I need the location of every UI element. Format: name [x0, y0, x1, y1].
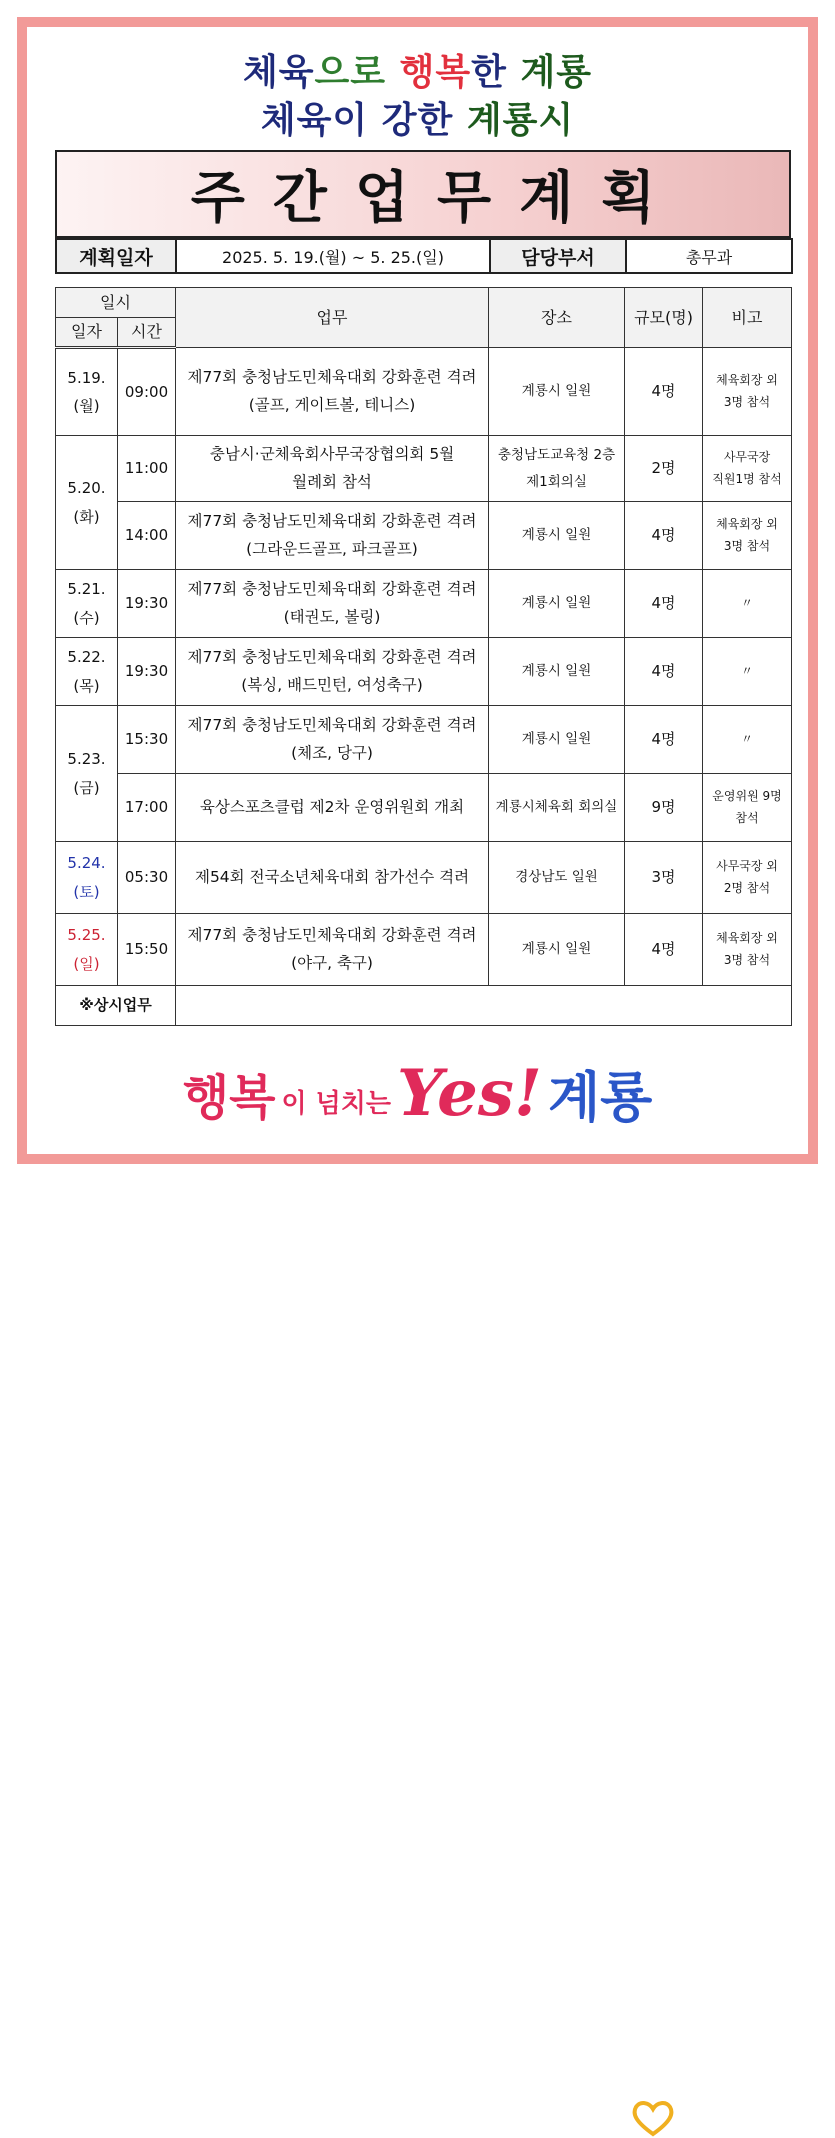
schedule-place [489, 436, 625, 502]
note-line-1: 〃 [741, 663, 754, 678]
date-day: 5.24. [67, 854, 106, 872]
time-value: 14:00 [124, 526, 169, 545]
schedule-size [625, 914, 703, 986]
header-time: 시간 [118, 318, 176, 348]
schedule-note [703, 638, 792, 706]
dept-label: 담당부서 [490, 239, 626, 273]
note-line-2: 3명 참석 [723, 394, 771, 409]
size-value: 4명 [651, 594, 676, 613]
schedule-size [625, 502, 703, 570]
date-weekday: (월) [73, 397, 100, 415]
place-line-1: 계룡시 일원 [521, 941, 592, 957]
schedule-size [625, 706, 703, 774]
task-line-2: 월례회 참석 [292, 472, 372, 491]
schedule-date [56, 570, 118, 638]
dept-value: 총무과 [626, 239, 792, 273]
schedule-time [118, 914, 176, 986]
schedule-time [118, 706, 176, 774]
note-line-1: 〃 [741, 731, 754, 746]
place-line-1: 계룡시체육회 회의실 [495, 799, 618, 815]
schedule-time [118, 436, 176, 502]
schedule-time [118, 502, 176, 570]
time-value: 19:30 [124, 594, 169, 613]
schedule-date [56, 638, 118, 706]
schedule-task [176, 570, 489, 638]
schedule-time [118, 570, 176, 638]
schedule-date [56, 842, 118, 914]
page-title: 주간업무계획 [190, 166, 684, 231]
schedule-note [703, 774, 792, 842]
slogan-line-1-segment: 한 [471, 52, 521, 93]
place-line-1: 계룡시 일원 [521, 731, 592, 747]
place-line-1: 계룡시 일원 [521, 383, 592, 399]
bottom-slogan-overflowing: 이 넘치는 [281, 1088, 391, 1119]
date-day: 5.19. [67, 368, 106, 387]
slogan-line-1 [0, 44, 835, 95]
table-row [56, 502, 792, 570]
place-line-1: 경상남도 일원 [515, 869, 598, 885]
size-value: 4명 [651, 526, 676, 545]
schedule-place [489, 774, 625, 842]
schedule-size [625, 570, 703, 638]
title-box [55, 150, 791, 238]
task-line-1: 제77회 충청남도민체육대회 강화훈련 격려 [187, 926, 477, 945]
date-day: 5.23. [67, 750, 106, 768]
schedule-size [625, 774, 703, 842]
task-line-2: (태권도, 볼링) [283, 607, 381, 626]
schedule-place [489, 638, 625, 706]
slogan-line-2-segment: 이 [332, 100, 382, 141]
schedule-task [176, 502, 489, 570]
size-value: 4명 [651, 940, 676, 959]
task-line-1: 제77회 충청남도민체육대회 강화훈련 격려 [187, 368, 477, 387]
schedule-place [489, 570, 625, 638]
bottom-slogan-happiness: 행복 [182, 1069, 276, 1126]
header-date: 일자 [56, 318, 118, 348]
plan-info-table [55, 238, 793, 274]
task-line-1: 제77회 충청남도민체육대회 강화훈련 격려 [187, 648, 477, 667]
schedule-note [703, 502, 792, 570]
plan-date-label: 계획일자 [56, 239, 176, 273]
schedule-note [703, 842, 792, 914]
misc-row [56, 986, 792, 1026]
place-line-2: 제1회의실 [526, 473, 587, 490]
task-line-1: 충남시·군체육회사무국장협의회 5월 [209, 445, 455, 464]
date-day: 5.21. [67, 580, 106, 598]
schedule-note [703, 348, 792, 436]
schedule-place [489, 502, 625, 570]
date-weekday: (수) [73, 608, 100, 627]
time-value: 05:30 [124, 868, 169, 887]
time-value: 15:50 [124, 940, 169, 959]
note-line-1: 체육회장 외 [716, 930, 778, 945]
place-line-1: 계룡시 일원 [521, 663, 592, 679]
misc-label: ※상시업무 [56, 986, 176, 1026]
bottom-slogan [0, 1048, 835, 1138]
schedule-task [176, 706, 489, 774]
table-row [56, 914, 792, 986]
size-value: 9명 [651, 798, 676, 817]
date-day: 5.25. [67, 926, 106, 944]
schedule-size [625, 348, 703, 436]
schedule-task [176, 842, 489, 914]
table-row [56, 842, 792, 914]
table-row [56, 638, 792, 706]
size-value: 2명 [651, 459, 676, 478]
schedule-date [56, 348, 118, 436]
date-weekday: (토) [73, 882, 100, 901]
note-line-1: 〃 [741, 595, 754, 610]
time-value: 15:30 [124, 730, 169, 749]
table-row [56, 706, 792, 774]
note-line-1: 체육회장 외 [716, 516, 778, 531]
time-value: 09:00 [124, 382, 169, 401]
date-day: 5.22. [67, 648, 106, 666]
schedule-size [625, 842, 703, 914]
schedule-table [55, 287, 792, 1026]
table-row [56, 774, 792, 842]
date-weekday: (금) [73, 778, 100, 797]
size-value: 4명 [651, 382, 676, 401]
schedule-task [176, 638, 489, 706]
note-line-2: 3명 참석 [723, 952, 771, 967]
schedule-note [703, 436, 792, 502]
schedule-date [56, 914, 118, 986]
header-datetime: 일시 [56, 288, 176, 318]
time-value: 17:00 [124, 798, 169, 817]
date-weekday: (목) [73, 676, 100, 695]
slogan-line-2 [0, 92, 835, 143]
schedule-task [176, 774, 489, 842]
date-weekday: (화) [73, 507, 100, 526]
task-line-1: 제54회 전국소년체육대회 참가선수 격려 [194, 867, 470, 886]
schedule-task [176, 914, 489, 986]
schedule-time [118, 774, 176, 842]
note-line-2: 직원1명 참석 [712, 471, 782, 486]
table-row [56, 570, 792, 638]
schedule-place [489, 348, 625, 436]
schedule-note [703, 706, 792, 774]
heart-icon [630, 2098, 676, 2138]
task-line-2: (그라운드골프, 파크골프) [246, 539, 418, 558]
schedule-task [176, 436, 489, 502]
schedule-time [118, 348, 176, 436]
slogan-line-1-segment: 으로 [314, 52, 400, 93]
note-line-1: 체육회장 외 [716, 372, 778, 387]
header-task: 업무 [176, 288, 489, 348]
task-line-1: 육상스포츠클럽 제2차 운영위원회 개최 [199, 797, 465, 816]
misc-content [176, 986, 792, 1026]
plan-date-value: 2025. 5. 19.(월) ~ 5. 25.(일) [176, 239, 490, 273]
slogan-line-2-segment: 강한 [381, 100, 467, 141]
schedule-note [703, 914, 792, 986]
schedule-time [118, 842, 176, 914]
schedule-task [176, 348, 489, 436]
schedule-place [489, 706, 625, 774]
task-line-2: (골프, 게이트볼, 테니스) [248, 395, 416, 414]
table-row [56, 436, 792, 502]
size-value: 4명 [651, 662, 676, 681]
table-row [56, 348, 792, 436]
schedule-place [489, 842, 625, 914]
size-value: 3명 [651, 868, 676, 887]
note-line-1: 운영위원 9명 [712, 788, 782, 803]
date-day: 5.20. [67, 479, 106, 497]
task-line-1: 제77회 충청남도민체육대회 강화훈련 격려 [187, 580, 477, 599]
schedule-size [625, 436, 703, 502]
bottom-slogan-yes: Yes! [396, 1055, 542, 1131]
time-value: 11:00 [124, 459, 169, 478]
time-value: 19:30 [124, 662, 169, 681]
header-place: 장소 [489, 288, 625, 348]
size-value: 4명 [651, 730, 676, 749]
schedule-note [703, 570, 792, 638]
schedule-time [118, 638, 176, 706]
slogan-line-1-segment: 체육 [242, 52, 315, 93]
header-note: 비고 [703, 288, 792, 348]
note-line-1: 사무국장 외 [716, 858, 778, 873]
task-line-1: 제77회 충청남도민체육대회 강화훈련 격려 [187, 512, 477, 531]
bottom-slogan-gyeryong: 계룡 [547, 1065, 653, 1129]
task-line-2: (야구, 축구) [291, 953, 373, 972]
schedule-date [56, 436, 118, 570]
note-line-1: 사무국장 [723, 449, 771, 464]
task-line-2: (복싱, 배드민턴, 여성축구) [241, 675, 423, 694]
note-line-2: 3명 참석 [723, 538, 771, 553]
place-line-1: 계룡시 일원 [521, 595, 592, 611]
slogan-line-2-segment: 체육 [260, 100, 333, 141]
slogan-line-1-segment: 계룡 [520, 52, 593, 93]
schedule-size [625, 638, 703, 706]
place-line-1: 계룡시 일원 [521, 527, 592, 543]
slogan-line-1-segment: 행복 [399, 52, 472, 93]
place-line-1: 충청남도교육청 2층 [497, 446, 616, 463]
header-size: 규모(명) [625, 288, 703, 348]
note-line-2: 2명 참석 [723, 880, 771, 895]
schedule-place [489, 914, 625, 986]
date-weekday: (일) [73, 954, 100, 973]
task-line-1: 제77회 충청남도민체육대회 강화훈련 격려 [187, 716, 477, 735]
slogan-line-2-segment: 계룡시 [466, 100, 575, 141]
note-line-2: 참석 [735, 810, 759, 825]
schedule-date [56, 706, 118, 842]
task-line-2: (체조, 당구) [291, 743, 373, 762]
